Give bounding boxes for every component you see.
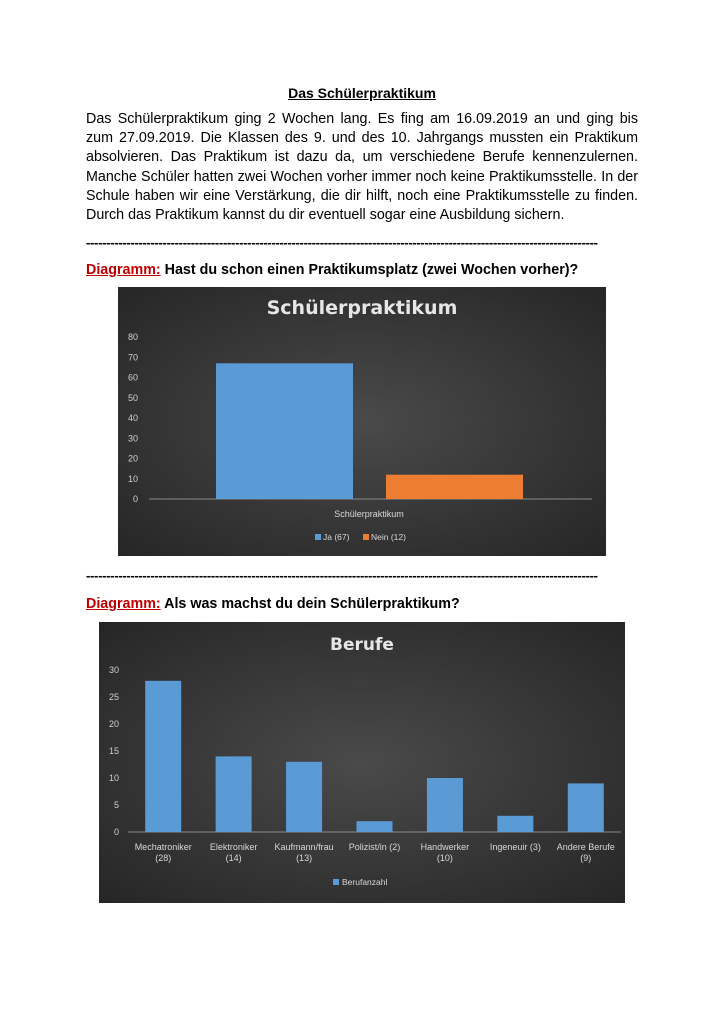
x-category-label: Andere Berufe <box>556 842 615 852</box>
separator-line: ------------------------------------------------------------------------------------------------------------------------------- <box>86 569 598 583</box>
question-2-text: Als was machst du dein Schülerpraktikum? <box>160 596 460 612</box>
y-tick-label: 30 <box>108 665 119 675</box>
x-category-label: Schülerpraktikum <box>334 509 404 519</box>
bar <box>357 821 393 832</box>
y-tick-label: 70 <box>127 352 138 363</box>
x-category-label: Polizist/in (2) <box>348 842 401 852</box>
question-1-label: Diagramm: <box>86 262 161 278</box>
x-category-label: (9) <box>580 853 592 863</box>
x-category-label: (13) <box>296 853 313 863</box>
y-tick-label: 50 <box>127 392 138 403</box>
intro-paragraph: Das Schülerpraktikum ging 2 Wochen lang. Es fing am 16.09.2019 an und ging bis zum 27.09.2019. Die Klassen des 9. und des 10. Jahrgangs mussten ein Praktikum absolvieren. Das Praktikum ist dazu da, um verschiedene Berufe kennenzulernen. Manche Schüler hatten zwei Wochen vorher immer noch keine Praktikumsstelle. In der Schule haben wir eine Verstärkung, die dir hilft, noch eine Praktikumsstelle zu finden. Durch das Praktikum kannst du dir eventuell sogar eine Ausbildung sichern. <box>86 111 638 224</box>
y-tick-label: 0 <box>132 494 138 504</box>
x-category-label: Ingeneuir (3) <box>489 842 541 852</box>
y-tick-label: 5 <box>113 800 119 810</box>
legend-label: Berufanzahl <box>342 877 388 887</box>
bar <box>286 762 322 832</box>
bar <box>145 681 181 832</box>
legend-label: Nein (12) <box>371 532 406 542</box>
x-category-label: Handwerker <box>420 842 470 852</box>
y-tick-label: 60 <box>127 372 138 383</box>
x-category-label: (10) <box>436 853 453 863</box>
bar <box>216 756 252 832</box>
y-tick-label: 10 <box>108 773 119 783</box>
bar <box>568 783 604 832</box>
separator-line: ------------------------------------------------------------------------------------------------------------------------------- <box>86 236 598 250</box>
y-tick-label: 25 <box>108 692 119 702</box>
question-2 <box>86 596 460 612</box>
y-tick-label: 15 <box>108 746 119 756</box>
chart-title: Schülerpraktikum <box>266 297 458 319</box>
y-tick-label: 40 <box>127 413 138 423</box>
question-1 <box>86 262 578 278</box>
y-tick-label: 20 <box>108 719 119 729</box>
legend-swatch <box>315 534 321 540</box>
chart-berufe <box>99 622 625 903</box>
chart-schuelerpraktikum-svg <box>118 287 606 556</box>
chart-schuelerpraktikum <box>118 287 606 556</box>
x-category-label: Kaufmann/frau <box>274 842 334 852</box>
question-2-label: Diagramm: <box>86 596 161 612</box>
y-tick-label: 20 <box>127 453 138 464</box>
y-tick-label: 80 <box>127 332 138 342</box>
x-category-label: Mechatroniker <box>134 842 192 852</box>
question-1-text: Hast du schon einen Praktikumsplatz (zwei Wochen vorher)? <box>160 262 579 278</box>
chart-title: Berufe <box>330 635 394 655</box>
bar-nein <box>386 475 523 499</box>
legend-label: Ja (67) <box>323 532 350 542</box>
legend-swatch <box>363 534 369 540</box>
y-tick-label: 0 <box>113 827 119 837</box>
legend-swatch <box>333 879 339 885</box>
bar-ja <box>216 363 353 499</box>
x-category-label: (28) <box>155 853 172 863</box>
x-category-label: Elektroniker <box>209 842 258 852</box>
chart-berufe-svg <box>99 622 625 903</box>
bar <box>497 816 533 832</box>
y-tick-label: 30 <box>127 433 138 444</box>
bar <box>427 778 463 832</box>
y-tick-label: 10 <box>127 473 138 484</box>
x-category-label: (14) <box>225 853 242 863</box>
document-title: Das Schülerpraktikum <box>288 85 436 101</box>
